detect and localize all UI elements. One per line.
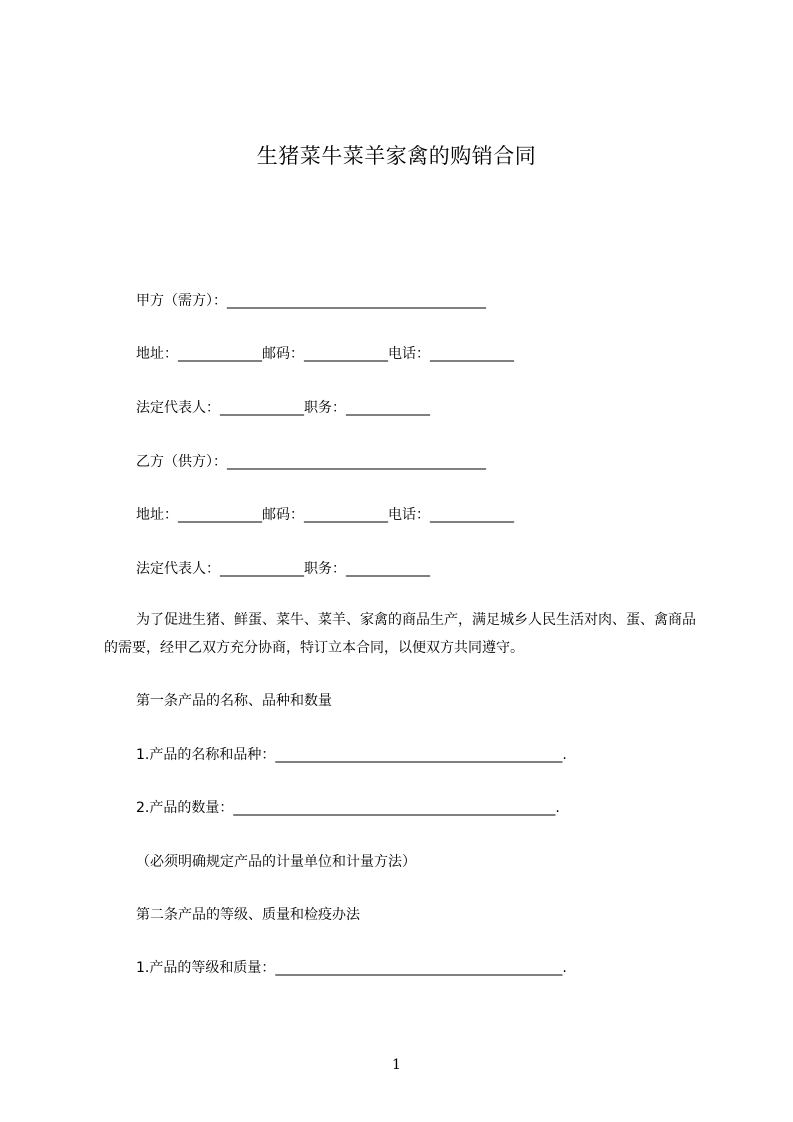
party-a-representative-line: 法定代表人：____________职务：____________ [136, 400, 430, 416]
contract-intro-paragraph: 为了促进生猪、鲜蛋、菜牛、菜羊、家禽的商品生产，满足城乡人民生活对肉、蛋、禽商品的需要，经甲乙双方充分协商，特订立本合同，以便双方共同遵守。 [104, 612, 696, 656]
article-1-note: （必须明确规定产品的计量单位和计量方法） [136, 854, 416, 870]
article-1-item-2: 2.产品的数量：______________________________________________. [136, 800, 560, 816]
page-number: 1 [392, 1057, 401, 1073]
party-b-line: 乙方（供方）：_____________________________________ [136, 454, 486, 470]
article-2-heading: 第二条产品的等级、质量和检疫办法 [136, 907, 360, 923]
party-b-representative-line: 法定代表人：____________职务：____________ [136, 561, 430, 577]
article-2-item-1: 1.产品的等级和质量：_________________________________________. [136, 960, 567, 976]
article-1-heading: 第一条产品的名称、品种和数量 [136, 693, 332, 709]
article-1-item-1: 1.产品的名称和品种：_________________________________________. [136, 747, 567, 763]
party-a-line: 甲方（需方）：_____________________________________ [136, 293, 486, 309]
party-a-address-line: 地址：____________邮码：____________电话：____________ [136, 346, 514, 362]
party-b-address-line: 地址：____________邮码：____________电话：____________ [136, 507, 514, 523]
document-title: 生猪菜牛菜羊家禽的购销合同 [256, 144, 537, 168]
